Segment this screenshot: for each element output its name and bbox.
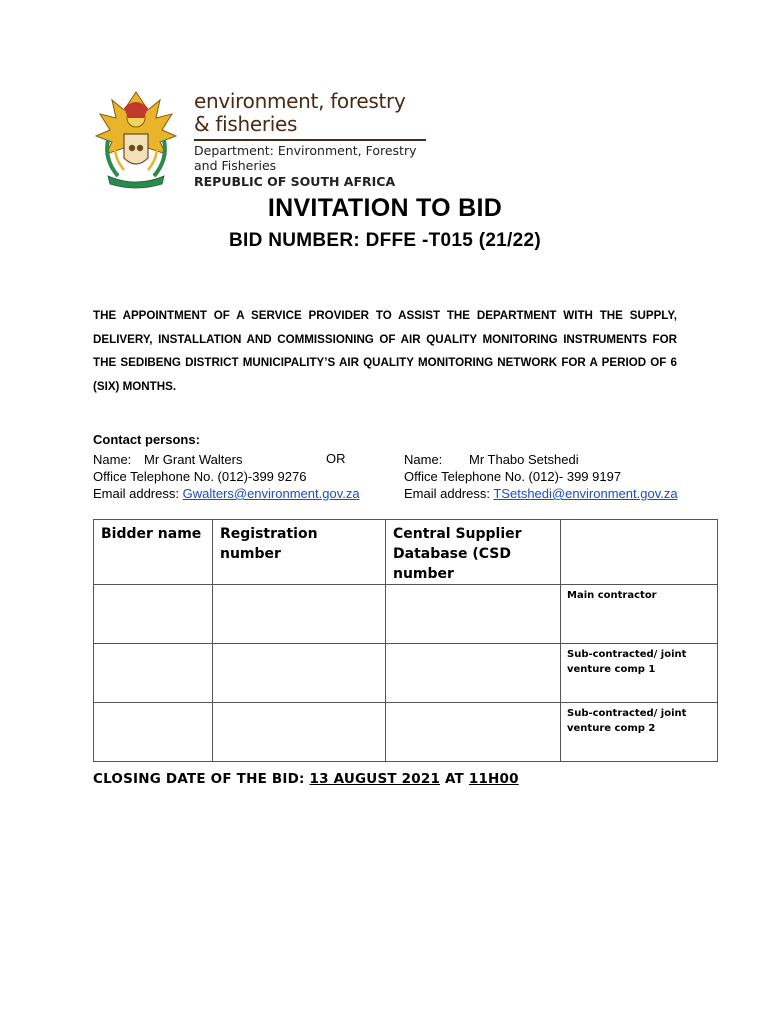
closing-at-label: AT: [440, 771, 469, 787]
contact-name-line: [404, 451, 734, 468]
contact-name: Mr Thabo Setshedi: [469, 452, 579, 467]
department-full-name: [194, 144, 417, 173]
contact-email-line: [93, 485, 393, 502]
role-cell: Main contractor: [561, 585, 718, 644]
csd-number-cell[interactable]: [386, 644, 561, 703]
table-header-row: [94, 520, 718, 585]
closing-date-value: 13 AUGUST 2021: [309, 771, 441, 787]
role-cell: Sub-contracted/ joint venture comp 2: [561, 703, 718, 762]
bidder-table: [93, 519, 718, 762]
header-csd-number: Central Supplier Database (CSD number: [386, 520, 561, 585]
logo-divider: [194, 139, 426, 141]
department-full-name-line2: and Fisheries: [194, 157, 277, 173]
contact-email-line: [404, 485, 734, 502]
table-row: [94, 585, 718, 644]
registration-number-cell[interactable]: [213, 585, 386, 644]
bidder-name-cell[interactable]: [94, 703, 213, 762]
contact-person-1: [93, 451, 393, 502]
contact-name-line: [93, 451, 393, 468]
registration-number-cell[interactable]: [213, 703, 386, 762]
csd-number-cell[interactable]: [386, 585, 561, 644]
table-row: [94, 703, 718, 762]
header-registration-number: Registration number: [213, 520, 386, 585]
bid-description: THE APPOINTMENT OF A SERVICE PROVIDER TO ASSIST THE DEPARTMENT WITH THE SUPPLY, DELIVERY, INSTALLATION AND COMMISSIONING OF AIR QUALITY MONITORING INSTRUMENTS FOR THE SEDIBENG DISTRICT MUNICIPALITY’S AIR QUALITY MONITORING NETWORK FOR A PERIOD OF 6 (SIX) MONTHS.: [93, 309, 677, 393]
closing-date-label: CLOSING DATE OF THE BID:: [93, 771, 310, 787]
department-brand-line2: & fisheries: [194, 112, 298, 136]
closing-date: [93, 771, 519, 787]
closing-time-value: 11H00: [468, 771, 519, 787]
page-title: INVITATION TO BID: [267, 194, 503, 222]
bid-number: BID NUMBER: DFFE -T015 (21/22): [229, 230, 541, 251]
role-cell: Sub-contracted/ joint venture comp 1: [561, 644, 718, 703]
department-logo: [94, 86, 434, 192]
contact-email-link[interactable]: TSetshedi@environment.gov.za: [493, 486, 678, 501]
contact-email-link[interactable]: Gwalters@environment.gov.za: [182, 486, 360, 501]
header-role: [561, 520, 718, 585]
contact-person-2: [404, 451, 734, 502]
table-row: [94, 644, 718, 703]
email-label: Email address:: [404, 486, 494, 501]
coat-of-arms-icon: [94, 88, 178, 190]
name-label: Name:: [93, 452, 132, 467]
country-label: REPUBLIC OF SOUTH AFRICA: [194, 174, 396, 189]
bidder-name-cell[interactable]: [94, 644, 213, 703]
bidder-name-cell[interactable]: [94, 585, 213, 644]
registration-number-cell[interactable]: [213, 644, 386, 703]
email-label: Email address:: [93, 486, 183, 501]
department-brand-line1: environment, forestry: [194, 89, 406, 113]
contact-name: Mr Grant Walters: [144, 452, 243, 467]
department-full-name-line1: Department: Environment, Forestry: [194, 143, 417, 158]
name-label: Name:: [404, 452, 443, 467]
department-brand-name: [194, 90, 405, 136]
contact-phone: Office Telephone No. (012)- 399 9197: [404, 469, 622, 484]
contact-heading: Contact persons:: [93, 432, 200, 447]
csd-number-cell[interactable]: [386, 703, 561, 762]
header-bidder-name: Bidder name: [94, 520, 213, 585]
contact-separator: OR: [326, 451, 346, 466]
contact-phone: Office Telephone No. (012)-399 9276: [93, 469, 307, 484]
